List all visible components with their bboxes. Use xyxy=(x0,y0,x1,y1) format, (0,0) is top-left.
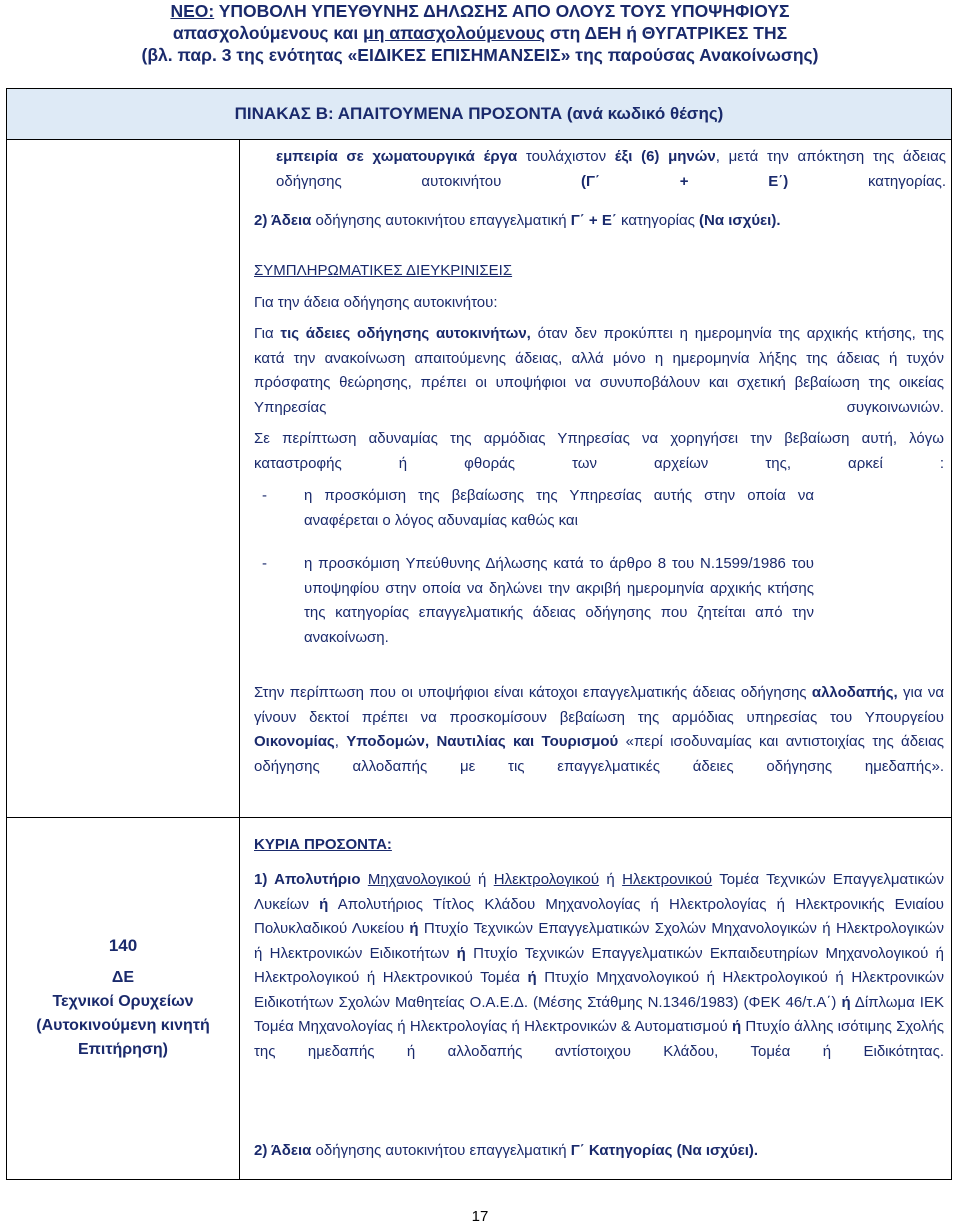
header-line-1: ΝΕΟ: ΥΠΟΒΟΛΗ ΥΠΕΥΘΥΝΗΣ ΔΗΛΩΣΗΣ ΑΠΟ ΟΛΟΥΣ ΤΟΥΣ ΥΠΟΨΗΦΙΟΥΣ xyxy=(170,1,790,21)
position-category: ΔΕ xyxy=(111,969,135,986)
requirements-table xyxy=(6,88,952,1180)
license-requirement-upper: 2) Άδεια οδήγησης αυτοκινήτου επαγγελματική Γ΄ + Ε΄ κατηγορίας (Να ισχύει). xyxy=(254,212,781,229)
main-qualifications-list xyxy=(254,868,944,1089)
page-number: 17 xyxy=(471,1208,489,1225)
position-title-line-2: (Αυτοκινούμενη κινητή xyxy=(36,1017,210,1034)
main-qualifications-heading: ΚΥΡΙΑ ΠΡΟΣΟΝΤΑ: xyxy=(254,836,392,853)
header-line-2: απασχολούμενους και μη απασχολούμενους στη ΔΕΗ ή ΘΥΓΑΤΡΙΚΕΣ ΤΗΣ xyxy=(172,23,788,43)
supplementary-heading: ΣΥΜΠΛΗΡΩΜΑΤΙΚΕΣ ΔΙΕΥΚΡΙΝΙΣΕΙΣ xyxy=(254,262,513,279)
supplementary-subheading: Για την άδεια οδήγησης αυτοκινήτου: xyxy=(254,294,498,311)
bullet-item-1: - η προσκόμιση της βεβαίωσης της Υπηρεσίας αυτής στην οποία να αναφέρεται ο λόγος αδυναμίας καθώς και xyxy=(262,487,814,529)
position-title-line-1: Τεχνικοί Ορυχείων xyxy=(52,993,194,1010)
column-divider xyxy=(239,139,240,1179)
supplementary-paragraph-3: Στην περίπτωση που οι υποψήφιοι είναι κάτοχοι επαγγελματικής άδειας οδήγησης αλλοδαπής, για να γίνουν δεκτοί πρέπει να προσκομίσουν βεβαίωση της αρμόδιας υπηρεσίας του Υπουργείου Οικονομίας, Υποδομών, Ναυτιλίας και Τουρισμού «περί ισοδυναμίας και αντιστοιχίας της άδειας οδήγησης αλλοδαπής με τις επαγγελματικές άδειες οδήγησης ημεδαπής». xyxy=(254,684,944,775)
supplementary-paragraph-1: Για τις άδειες οδήγησης αυτοκινήτων, όταν δεν προκύπτει η ημερομηνία της αρχικής κτήσης, της κατά την ανακοίνωση απαιτούμενης άδειας, αλλά μόνο η ημερομηνία λήξης της άδειας ή τυχόν πρόσφατης θεώρησης, πρέπει οι υποψήφιοι να συνυποβάλουν και σχετική βεβαίωση της οικείας Υπηρεσίας συγκοινωνιών. xyxy=(254,325,944,416)
position-code-cell xyxy=(7,817,239,1179)
supplementary-paragraph-2: Σε περίπτωση αδυναμίας της αρμόδιας Υπηρεσίας να χορηγήσει την βεβαίωση αυτή, λόγω καταστροφής ή φθοράς των αρχείων της, αρκεί : xyxy=(254,430,944,472)
qualification-1: 1) Απολυτήριο Μηχανολογικού ή Ηλεκτρολογικού ή Ηλεκτρονικού Τομέα Τεχνικών Επαγγελματικών Λυκείων ή Απολυτήριος Τίτλος Κλάδου Μηχανολογίας ή Ηλεκτρολογίας ή Ηλεκτρονικής Ενιαίου Πολυκλαδικού Λυκείου ή Πτυχίο Τεχνικών Επαγγελματικών Σχολών Μηχανολογικών ή Ηλεκτρολογικών ή Ηλεκτρονικών Ειδικοτήτων ή Πτυχίο Τεχνικών Επαγγελματικών Εκπαιδευτηρίων Μηχανολογικού ή Ηλεκτρολογικού ή Ηλεκτρονικού Τομέα ή Πτυχίο Μηχανολογικού ή Ηλεκτρολογικού ή Ηλεκτρονικών Ειδικοτήτων Σχολών Μαθητείας Ο.Α.Ε.Δ. (Μέσης Στάθμης Ν.1346/1983) (ΦΕΚ 46/τ.Α΄) ή Δίπλωμα ΙΕΚ Τομέα Μηχανολογίας ή Ηλεκτρολογίας ή Ηλεκτρονικών & Αυτοματισμού ή Πτυχίο άλλης ισότιμης Σχολής της ημεδαπής ή αλλοδαπής αντίστοιχου Κλάδου, Τομέα ή Ειδικότητας. xyxy=(254,871,945,1060)
position-code: 140 xyxy=(108,936,138,955)
header-line-3: (βλ. παρ. 3 της ενότητας «ΕΙΔΙΚΕΣ ΕΠΙΣΗΜΑΝΣΕΙΣ» της παρούσας Ανακοίνωσης) xyxy=(141,45,819,65)
position-title-line-3: Επιτήρηση) xyxy=(78,1041,168,1058)
experience-requirement xyxy=(276,145,946,219)
new-label: ΝΕΟ: xyxy=(170,1,215,21)
bullet-item-2: - η προσκόμιση Υπεύθυνης Δήλωσης κατά το άρθρο 8 του Ν.1599/1986 του υποψηφίου στην οποία να δηλώνει την ακριβή ημερομηνία αρχικής κτήσης της κατηγορίας επαγγελματικής άδειας οδήγησης που ζητείται από την ανακοίνωση. xyxy=(262,555,814,646)
experience-paragraph: εμπειρία σε χωματουργικά έργα τουλάχιστον έξι (6) μηνών, μετά την απόκτηση της άδειας οδήγησης αυτοκινήτου (Γ΄ + Ε΄) κατηγορίας. xyxy=(276,148,947,190)
table-title: ΠΙΝΑΚΑΣ Β: ΑΠΑΙΤΟΥΜΕΝΑ ΠΡΟΣΟΝΤΑ (ανά κωδικό θέσης) xyxy=(7,89,951,140)
document-header xyxy=(0,0,960,66)
qualification-2: 2) Άδεια οδήγησης αυτοκινήτου επαγγελματική Γ΄ Κατηγορίας (Να ισχύει). xyxy=(254,1142,759,1159)
